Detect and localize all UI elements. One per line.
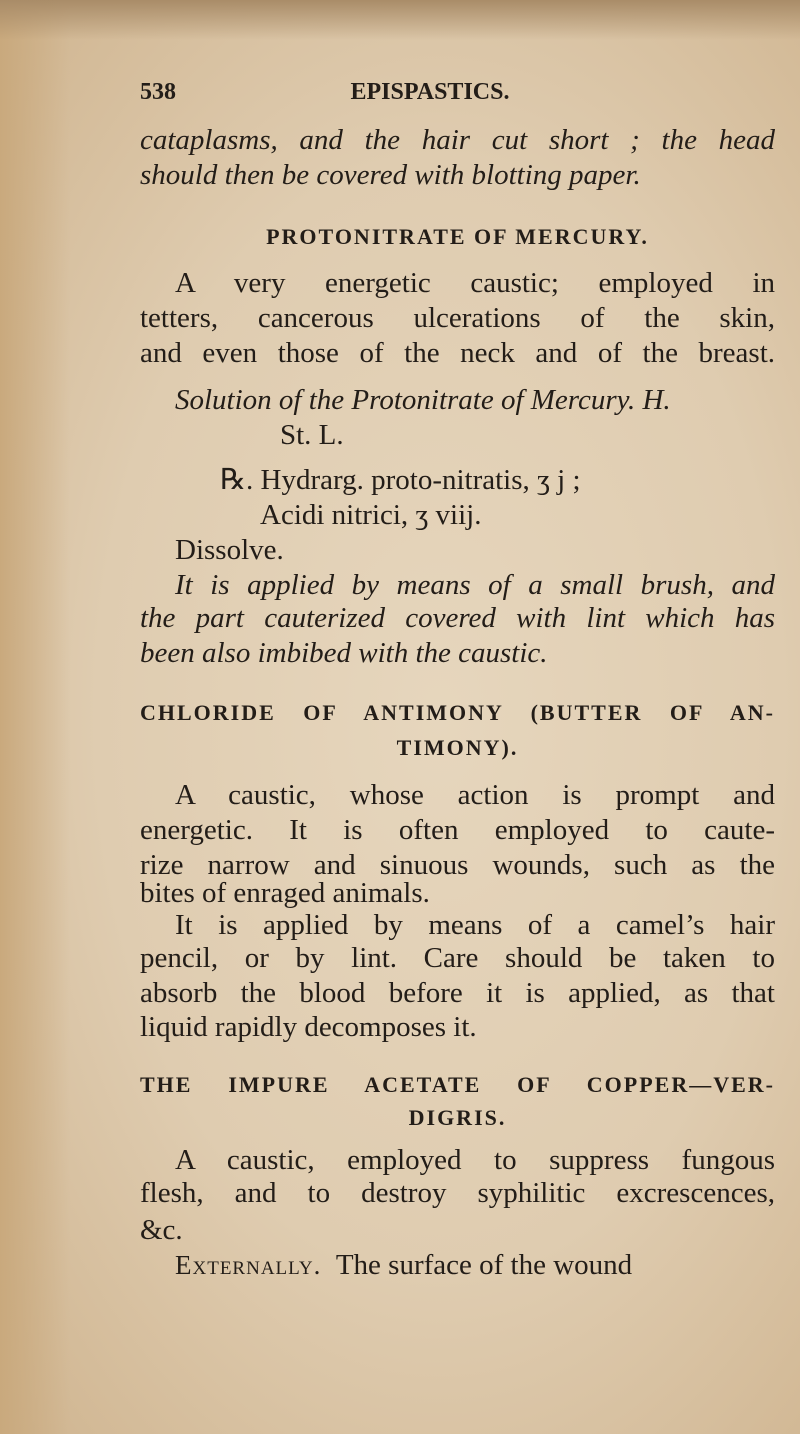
text-line: should then be covered with blotting paper. <box>140 159 641 191</box>
section-heading: THE IMPURE ACETATE OF COPPER—VER- <box>140 1072 775 1097</box>
text-line: energetic. It is often employed to caute- <box>140 814 775 846</box>
section-heading: PROTONITRATE OF MERCURY. <box>266 224 649 249</box>
recipe-line: Acidi nitrici, ʒ viij. <box>260 499 482 531</box>
page-top-edge <box>0 0 800 40</box>
page-number: 538 <box>140 79 176 105</box>
text-line: A very energetic caustic; employed in <box>175 267 775 299</box>
text-line: A caustic, whose action is prompt and <box>175 779 775 811</box>
section-heading: CHLORIDE OF ANTIMONY (BUTTER OF AN- <box>140 700 775 725</box>
text-line: rize narrow and sinuous wounds, such as the <box>140 849 775 881</box>
text-line: &c. <box>140 1214 183 1246</box>
section-heading: DIGRIS. <box>408 1105 507 1130</box>
text-line: liquid rapidly decomposes it. <box>140 1011 477 1043</box>
formula-source: St. L. <box>280 419 344 451</box>
recipe-line: ℞. Hydrarg. proto-nitratis, ʒ j ; <box>220 464 581 496</box>
formula-title: Solution of the Protonitrate of Mercury. H. <box>175 384 671 416</box>
text-line: absorb the blood before it is applied, as that <box>140 977 775 1009</box>
text-line: It is applied by means of a camel’s hair <box>175 909 775 941</box>
externally-text: The surface of the wound <box>335 1249 633 1281</box>
text-line: flesh, and to destroy syphilitic excrescences, <box>140 1177 775 1209</box>
text-line: pencil, or by lint. Care should be taken to <box>140 942 775 974</box>
text-line: A caustic, employed to suppress fungous <box>175 1144 775 1176</box>
running-title: EPISPASTICS. <box>350 79 510 105</box>
text-line: cataplasms, and the hair cut short ; the head <box>140 124 775 156</box>
externally-label: Externally. <box>175 1250 322 1280</box>
text-line: bites of enraged animals. <box>140 877 430 909</box>
recipe-line: Dissolve. <box>175 534 284 566</box>
text-line: and even those of the neck and of the breast. <box>140 337 775 369</box>
text-line <box>175 1248 775 1282</box>
text-line: tetters, cancerous ulcerations of the skin, <box>140 302 775 334</box>
text-line: It is applied by means of a small brush, and <box>175 569 775 601</box>
page-edge-shadow <box>0 0 70 1434</box>
section-heading: TIMONY). <box>396 735 519 760</box>
text-line: the part cauterized covered with lint which has <box>140 602 775 634</box>
text-line: been also imbibed with the caustic. <box>140 637 548 669</box>
